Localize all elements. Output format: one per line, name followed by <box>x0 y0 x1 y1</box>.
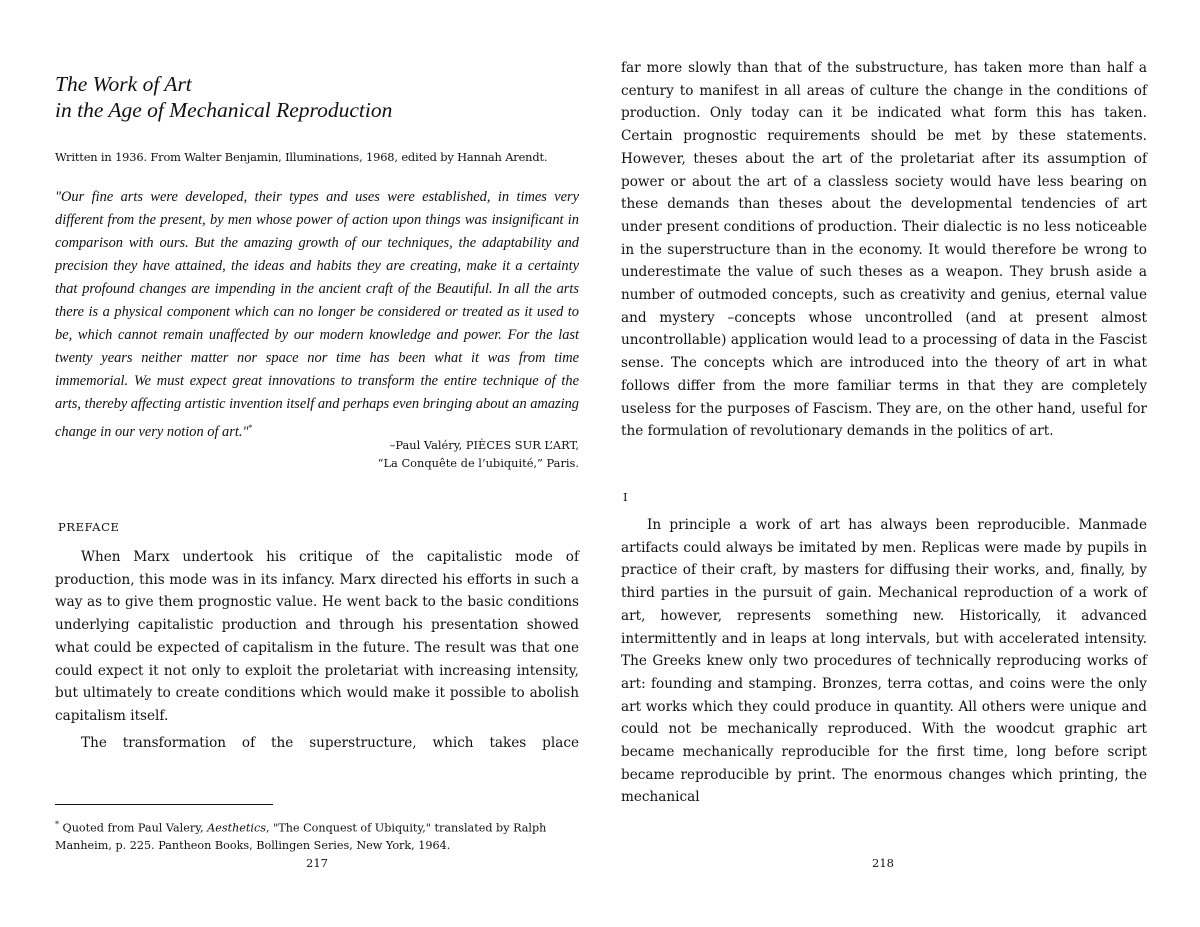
epigraph-footnote-marker: * <box>248 423 253 432</box>
footnote-marker: * <box>55 820 59 829</box>
epigraph-attribution <box>279 436 579 472</box>
preface-paragraph-2: The transformation of the superstructure, which takes place <box>81 735 579 751</box>
essay-title <box>55 71 392 123</box>
page-number-left: 217 <box>306 856 328 870</box>
continuation-paragraph: far more slowly than that of the substructure, has taken more than half a century to manifest in all areas of culture the change in the conditions of production. Only today can it be indicated what form this has taken. Certain prognostic requirements should be met by these statements. However, theses about the art of the proletariat after its assumption of power or about the art of a classless society would have less bearing on these demands than theses about the developmental tendencies of art under present conditions of production. Their dialectic is no less noticeable in the superstructure than in the economy. It would therefore be wrong to underestimate the value of such theses as a weapon. They brush aside a number of outmoded concepts, such as creativity and genius, eternal value and mystery –concepts whose uncontrolled (and at present almost uncontrollable) application would lead to a processing of data in the Fascist sense. The concepts which are introduced into the theory of art in what follows differ from the more familiar terms in that they are completely useless for the purposes of Fascism. They are, on the other hand, useful for the formulation of revolutionary demands in the politics of art. <box>621 60 1147 440</box>
epigraph-quote <box>55 186 579 444</box>
section-1-heading: I <box>623 490 629 504</box>
source-note: Written in 1936. From Walter Benjamin, Illuminations, 1968, edited by Hannah Arendt. <box>55 150 548 164</box>
section-1-paragraph: In principle a work of art has always been reproducible. Manmade artifacts could always be imitated by men. Replicas were made by pupils in practice of their craft, by masters for diffusing their works, and, finally, by third parties in the pursuit of gain. Mechanical reproduction of a work of art, however, represents something new. Historically, it advanced intermittently and in leaps at long intervals, but with accelerated intensity. The Greeks knew only two procedures of technically reproducing works of art: founding and stamping. Bronzes, terra cottas, and coins were the only art works which they could produce in quantity. All others were unique and could not be mechanically reproduced. With the woodcut graphic art became mechanically reproducible for the first time, long before script became reproducible by print. The enormous changes which printing, the mechanical <box>621 517 1147 806</box>
footnote-book-title: Aesthetics <box>207 821 266 835</box>
epigraph-text: "Our fine arts were developed, their types and uses were established, in times very different from the present, by men whose power of action upon things was insignificant in comparison with ours. But the amazing growth of our techniques, the adaptability and precision they have attained, the ideas and habits they are creating, make it a certainty that profound changes are impending in the ancient craft of the Beautiful. In all the arts there is a physical component which can no longer be considered or treated as it used to be, which cannot remain unaffected by our modern knowledge and power. For the last twenty years neither matter nor space nor time has been what it was from time immemorial. We must expect great innovations to transform the entire technique of the arts, thereby affecting artistic invention itself and perhaps even bringing about an amazing change in our very notion of art." <box>55 189 580 440</box>
title-line-2: in the Age of Mechanical Reproduction <box>55 98 393 122</box>
attribution-line-1: –Paul Valéry, PIÈCES SUR L’ART, <box>389 438 579 452</box>
attribution-line-2: “La Conquête de l’ubiquité,” Paris. <box>377 456 579 470</box>
right-page <box>621 0 1147 927</box>
footnote <box>55 816 579 854</box>
preface-paragraph-1: When Marx undertook his critique of the capitalistic mode of production, this mode was in its infancy. Marx directed his efforts in such a way as to give them prognostic value. He went back to the basic conditions underlying capitalistic production and through his presentation showed what could be expected of capitalism in the future. The result was that one could expect it not only to exploit the proletariat with increasing intensity, but ultimately to create conditions which would make it possible to abolish capitalism itself. <box>55 549 579 724</box>
left-page <box>55 0 579 927</box>
footnote-text-start: Quoted from Paul Valery, <box>59 821 208 835</box>
title-line-1: The Work of Art <box>55 72 192 96</box>
footnote-divider <box>55 804 273 805</box>
preface-heading: PREFACE <box>58 520 120 534</box>
page-number-right: 218 <box>872 856 894 870</box>
footnote-text-end: , "The Conquest of Ubiquity," translated by Ralph Manheim, p. 225. Pantheon Books, Bollingen Series, New York, 1964. <box>55 821 547 852</box>
